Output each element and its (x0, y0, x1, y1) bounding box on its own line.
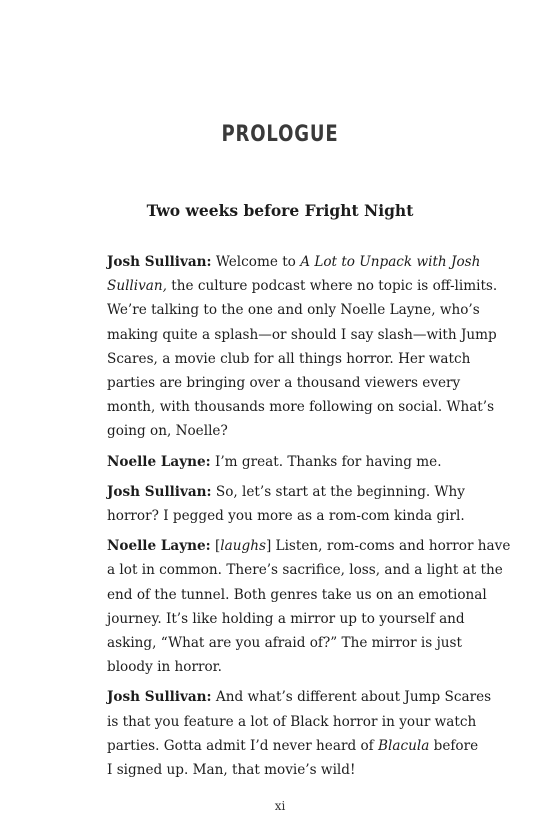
line-text: journey. It’s like holding a mirror up to yourself and (107, 610, 465, 627)
text-line (107, 347, 483, 371)
transcript-paragraph (107, 685, 492, 782)
text-line (107, 758, 483, 782)
page-number: xi (274, 799, 286, 813)
text-line (107, 607, 483, 631)
text-line (107, 419, 483, 443)
line-text: Welcome to (211, 254, 301, 270)
transcript-body (107, 250, 511, 788)
line-text: month, with thousands more following on social. What’s (107, 399, 495, 416)
text-line (107, 371, 483, 395)
text-line (107, 710, 483, 734)
speaker-name: Josh Sullivan: (107, 254, 212, 270)
speaker-name: Noelle Layne: (107, 538, 211, 555)
text-line (107, 685, 492, 709)
italic-text: Blacula (378, 737, 430, 754)
line-text: bloody in horror. (107, 659, 222, 676)
line-text: horror? I pegged you more as a rom-com kinda girl. (107, 508, 465, 525)
speaker-name: Josh Sullivan: (107, 689, 212, 706)
text-line (107, 450, 483, 474)
text-line (107, 534, 511, 558)
text-line (107, 558, 503, 582)
line-text: is that you feature a lot of Black horror in your watch (107, 713, 477, 730)
line-text: So, let’s start at the beginning. Why (211, 483, 465, 500)
transcript-paragraph (107, 250, 498, 444)
line-text: And what’s different about Jump Scares (211, 689, 492, 706)
line-text: making quite a splash—or should I say slash—with Jump (107, 326, 497, 343)
text-line (107, 298, 483, 322)
line-text: ] Listen, rom-coms and horror have (265, 538, 511, 555)
speaker-name: Josh Sullivan: (107, 483, 212, 500)
line-text: before (429, 737, 479, 754)
text-line (107, 655, 483, 679)
italic-text: laughs (220, 538, 266, 555)
transcript-paragraph (107, 480, 483, 528)
line-text: a lot in common. There’s sacrifice, loss, and a light at the (107, 562, 503, 579)
line-text: parties. Gotta admit I’d never heard of (107, 737, 379, 754)
italic-text: Sullivan, (107, 278, 167, 295)
text-line (107, 250, 483, 274)
line-text: I’m great. Thanks for having me. (210, 453, 442, 470)
text-line (107, 323, 497, 347)
text-line (107, 583, 487, 607)
chapter-title: PROLOGUE (221, 122, 339, 147)
line-text: asking, “What are you afraid of?” The mirror is just (107, 635, 462, 652)
transcript-paragraph (107, 450, 483, 474)
text-line (107, 480, 483, 504)
italic-text: A Lot to Unpack with Josh (300, 254, 481, 270)
text-line (107, 504, 483, 528)
line-text: We’re talking to the one and only Noelle Layne, who’s (107, 302, 480, 319)
line-text: the culture podcast where no topic is off-limits. (166, 278, 498, 295)
chapter-subtitle: Two weeks before Fright Night (146, 201, 414, 220)
line-text: end of the tunnel. Both genres take us on an emotional (107, 586, 487, 603)
line-text: going on, Noelle? (107, 423, 228, 440)
line-text: parties are bringing over a thousand viewers every (107, 375, 461, 392)
line-text: [ (210, 538, 221, 555)
transcript-paragraph (107, 534, 511, 679)
line-text: I signed up. Man, that movie’s wild! (107, 762, 356, 779)
text-line (107, 274, 498, 298)
speaker-name: Noelle Layne: (107, 453, 211, 470)
text-line (107, 395, 495, 419)
text-line (107, 631, 483, 655)
text-line (107, 734, 483, 758)
line-text: Scares, a movie club for all things horror. Her watch (107, 350, 471, 367)
